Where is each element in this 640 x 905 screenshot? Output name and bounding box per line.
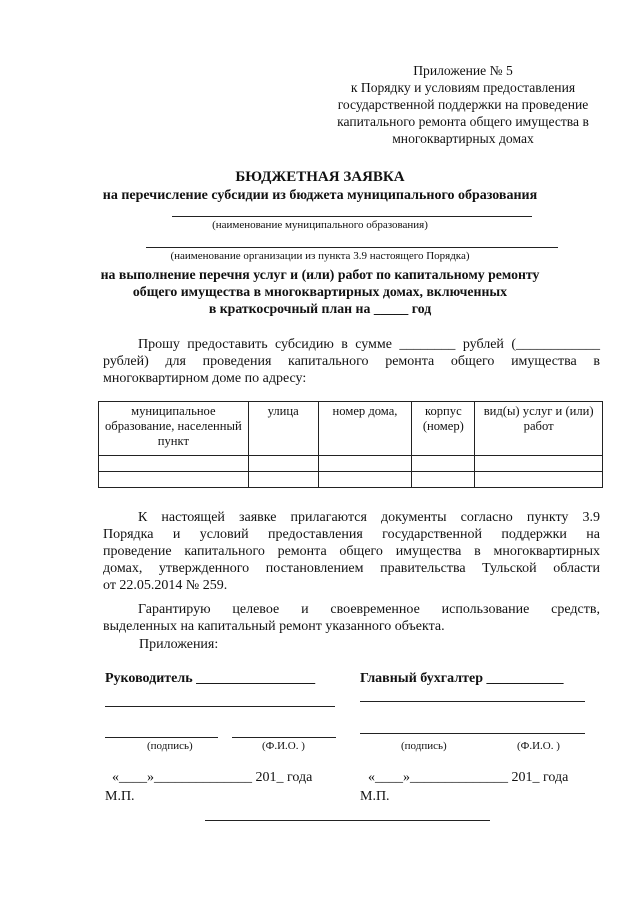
table-header-row [99, 402, 603, 456]
director-name-line[interactable] [232, 737, 336, 738]
appendix-line: капитального ремонта общего имущества в [337, 114, 589, 129]
request-line: многоквартирном доме по адресу: [103, 371, 307, 386]
accountant-extra-line[interactable] [360, 701, 585, 702]
director-label: Руководитель _________________ [105, 671, 316, 686]
attachment-line: проведение капитального ремонта общего имущества в многоквартирных [103, 544, 600, 559]
table-cell[interactable] [475, 456, 603, 472]
subtitle-line: на выполнение перечня услуг и (или) работ по капитальному ремонту [100, 267, 540, 282]
chief-accountant-label: Главный бухгалтер ___________ [360, 671, 564, 686]
attachment-line: Порядка и условий предоставления государственной поддержки на [103, 527, 600, 542]
request-paragraph [103, 336, 600, 387]
appendix-line: государственной поддержки на проведение [337, 97, 589, 112]
accountant-date: «____»______________ 201_ года [368, 770, 569, 785]
organization-caption: (наименование организации из пункта 3.9 настоящего Порядка) [170, 250, 470, 262]
organization-name-line[interactable] [146, 247, 558, 248]
guarantee-line: Гарантирую целевое и своевременное использование средств, [138, 602, 600, 617]
appendix-line: к Порядку и условиям предоставления [350, 80, 576, 95]
appendix-header [318, 62, 608, 147]
attachment-paragraph [103, 509, 600, 594]
attachment-line: домах, утвержденного постановлением правительства Тульской области [103, 561, 600, 576]
table-cell[interactable] [99, 456, 249, 472]
director-date: «____»______________ 201_ года [112, 770, 313, 785]
attachment-line: от 22.05.2014 № 259. [103, 578, 228, 593]
attachment-line: К настоящей заявке прилагаются документы согласно пункту 3.9 [138, 510, 600, 525]
table-header-house: номер дома, [318, 402, 412, 456]
accountant-stamp: М.П. [360, 789, 390, 804]
table-header-street: улица [248, 402, 318, 456]
table-cell[interactable] [412, 472, 475, 488]
request-line: Прошу предоставить субсидию в сумме ________ рублей (____________ [138, 337, 600, 352]
table-header-municipality: муниципальное образование, населенный пункт [99, 402, 249, 456]
table-cell[interactable] [99, 472, 249, 488]
accountant-sign-caption: (подпись) [401, 740, 447, 752]
accountant-signature-line[interactable] [360, 733, 585, 734]
table-cell[interactable] [318, 472, 412, 488]
request-line: рублей) для проведения капитального ремонта общего имущества в [103, 354, 600, 369]
table-header-works: вид(ы) услуг и (или) работ [475, 402, 603, 456]
table-row [99, 472, 603, 488]
table-header-building: корпус (номер) [412, 402, 475, 456]
guarantee-paragraph [103, 601, 600, 635]
subtitle-line: в краткосрочный план на _____ год [208, 301, 432, 316]
accountant-name-caption: (Ф.И.О. ) [517, 740, 560, 752]
director-stamp: М.П. [105, 789, 135, 804]
table-cell[interactable] [248, 472, 318, 488]
municipality-caption: (наименование муниципального образования) [212, 219, 428, 231]
document-title: БЮДЖЕТНАЯ ЗАЯВКА [235, 169, 405, 185]
table-row [99, 456, 603, 472]
table-cell[interactable] [318, 456, 412, 472]
director-name-caption: (Ф.И.О. ) [262, 740, 305, 752]
attachments-label: Приложения: [139, 637, 219, 652]
guarantee-line: выделенных на капитальный ремонт указанного объекта. [103, 619, 445, 634]
appendix-line: Приложение № 5 [413, 63, 513, 78]
director-extra-line[interactable] [105, 706, 335, 707]
table-cell[interactable] [412, 456, 475, 472]
subtitle-line: общего имущества в многоквартирных домах, включенных [132, 284, 508, 299]
document-subtitle [0, 266, 640, 317]
director-signature-line[interactable] [105, 737, 218, 738]
document-title-sub: на перечисление субсидии из бюджета муниципального образования [102, 188, 538, 203]
municipality-name-line[interactable] [172, 216, 532, 217]
address-table [98, 401, 603, 488]
bottom-separator [205, 820, 490, 821]
appendix-line: многоквартирных домах [392, 131, 534, 146]
table-cell[interactable] [475, 472, 603, 488]
director-sign-caption: (подпись) [147, 740, 193, 752]
table-cell[interactable] [248, 456, 318, 472]
